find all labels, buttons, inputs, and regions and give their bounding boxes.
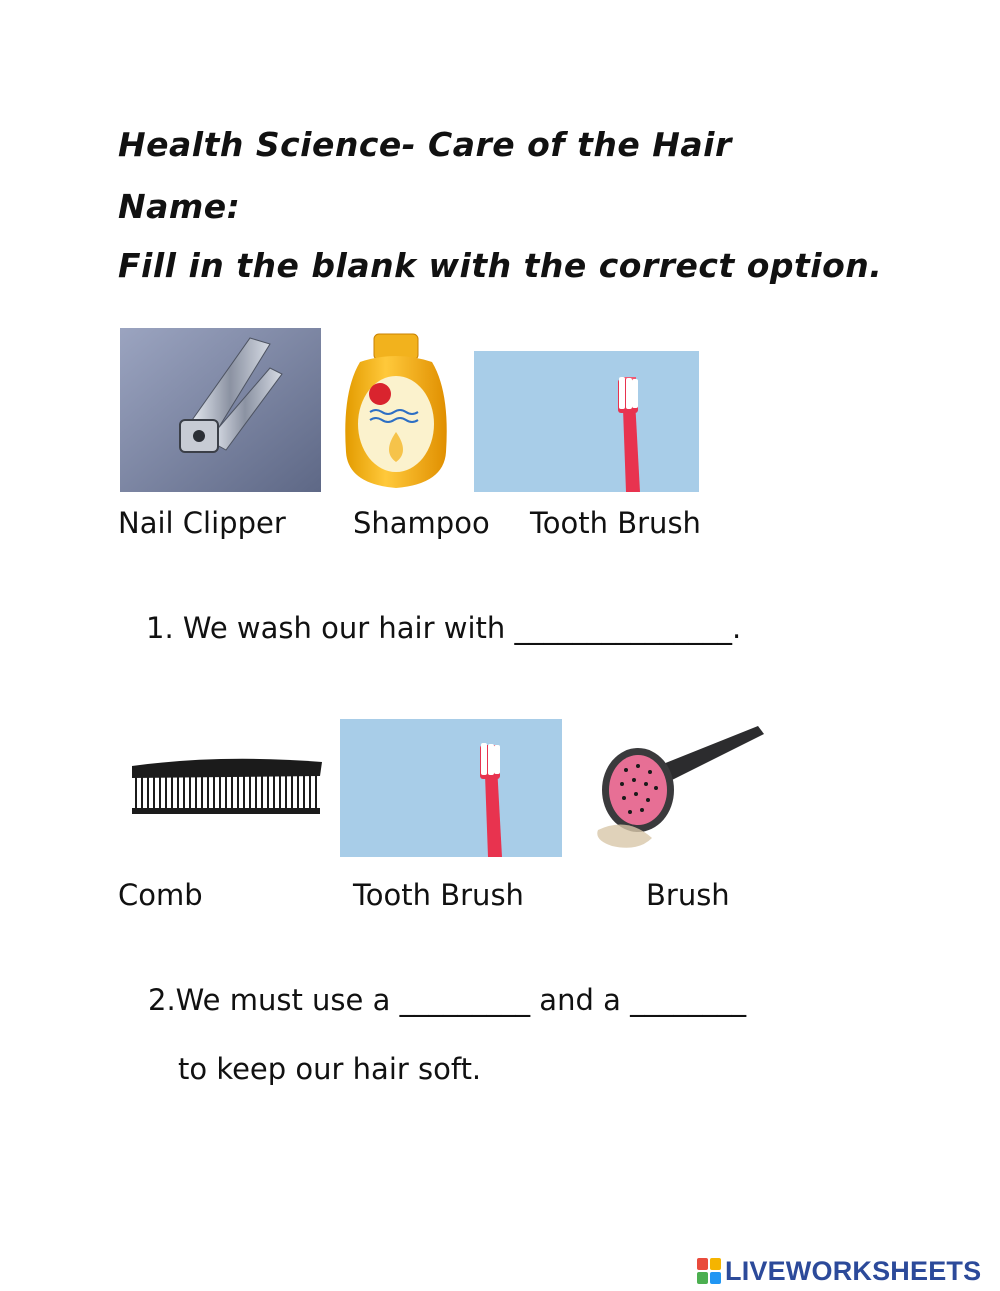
question-text-b: and a [539, 983, 621, 1017]
worksheet-title: Health Science- Care of the Hair [118, 125, 732, 164]
logo-text: LIVEWORKSHEETS [725, 1255, 982, 1286]
answer-blank-2a[interactable]: _________ [399, 983, 531, 1017]
comb-image [120, 716, 328, 857]
question-2-line-2: to keep our hair soft. [178, 1052, 482, 1086]
option-nail-clipper: Nail Clipper [118, 506, 286, 540]
option-tooth-brush-2: Tooth Brush [353, 878, 524, 912]
question-2 [148, 983, 746, 1017]
question-text-a: We must use a [175, 983, 391, 1017]
name-label: Name: [118, 187, 241, 226]
instruction-text: Fill in the blank with the correct option. [118, 246, 883, 285]
answer-blank-2b[interactable]: ________ [630, 983, 747, 1017]
toothbrush-image-1 [474, 351, 699, 492]
question-number: 1. [146, 611, 174, 645]
option-comb: Comb [118, 878, 203, 912]
answer-blank-1[interactable]: _______________ [514, 611, 732, 645]
option-shampoo: Shampoo [353, 506, 490, 540]
liveworksheets-logo[interactable] [697, 1254, 981, 1288]
question-1 [146, 611, 741, 645]
nail-clipper-image [120, 328, 321, 492]
shampoo-image [340, 332, 452, 492]
hairbrush-image [568, 720, 766, 857]
question-text: We wash our hair with [182, 611, 506, 645]
toothbrush-image-2 [340, 719, 562, 857]
question-end: . [731, 611, 742, 645]
logo-mark-icon [697, 1258, 721, 1284]
option-brush: Brush [646, 878, 730, 912]
option-tooth-brush: Tooth Brush [530, 506, 701, 540]
question-number: 2. [148, 983, 176, 1017]
